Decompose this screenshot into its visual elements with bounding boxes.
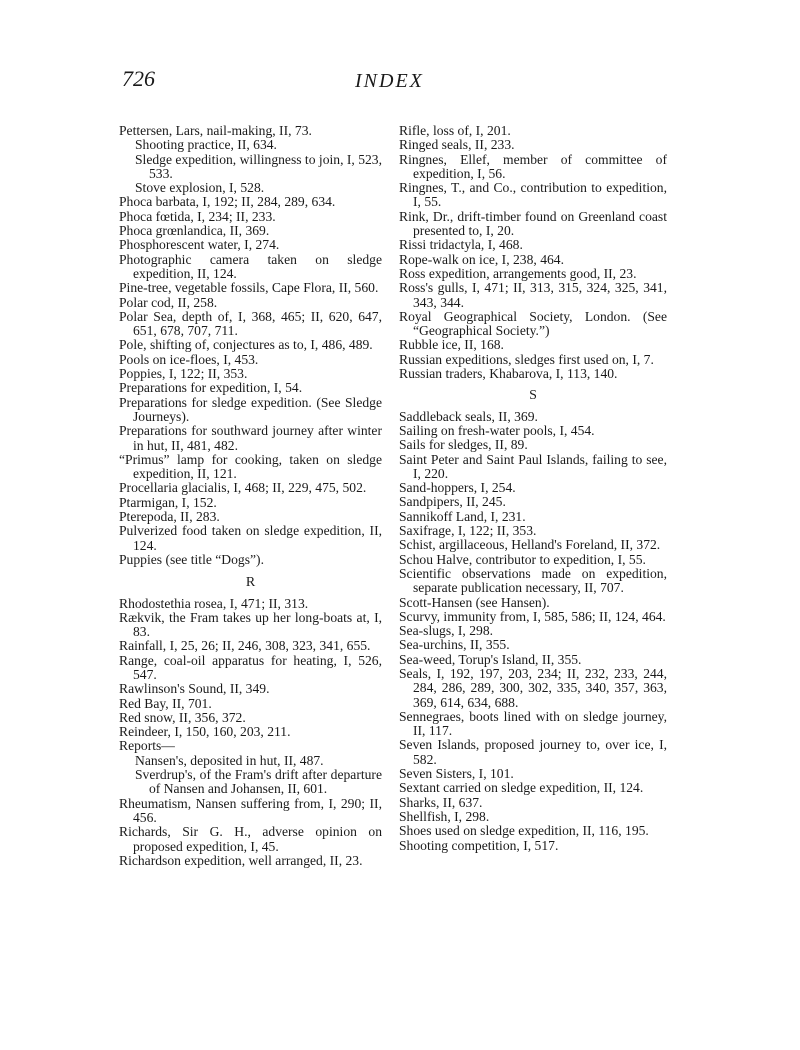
index-entry: Rhodostethia rosea, I, 471; II, 313. <box>119 595 309 611</box>
index-entry: Ringed seals, II, 233. <box>399 137 515 153</box>
index-entry: Richardson expedition, well arranged, II, 23. <box>119 852 363 868</box>
index-entry: Seven Sisters, I, 101. <box>399 766 514 782</box>
index-entry: Pools on ice-floes, I, 453. <box>119 351 259 367</box>
index-entry: Rope-walk on ice, I, 238, 464. <box>399 251 564 267</box>
index-entry: Ringnes, T., and Co., contribution to expedition, I, 55. <box>399 180 667 210</box>
index-entry: Polar Sea, depth of, I, 368, 465; II, 620, 647, 651, 678, 707, 711. <box>119 308 382 339</box>
index-entry: Phoca barbata, I, 192; II, 284, 289, 634. <box>119 194 336 210</box>
index-entry: Russian traders, Khabarova, I, 113, 140. <box>399 366 618 382</box>
index-entry: Sharks, II, 637. <box>399 794 483 810</box>
index-entry: Phoca fœtida, I, 234; II, 233. <box>119 208 276 224</box>
index-entry: Pole, shifting of, conjectures as to, I, 486, 489. <box>119 337 373 353</box>
index-entry: Sea-weed, Torup's Island, II, 355. <box>399 651 582 667</box>
index-entry: Rubble ice, II, 168. <box>399 337 504 353</box>
index-entry: Pine-tree, vegetable fossils, Cape Flora, II, 560. <box>119 280 379 296</box>
index-entry: Scott-Hansen (see Hansen). <box>399 594 550 610</box>
index-entry: Rissi tridactyla, I, 468. <box>399 237 523 253</box>
index-entry: Preparations for expedition, I, 54. <box>119 380 303 396</box>
index-entry: Pettersen, Lars, nail-making, II, 73. <box>119 123 312 138</box>
index-subentry: Shooting practice, II, 634. <box>135 137 277 153</box>
index-entry: Ross's gulls, I, 471; II, 313, 315, 324, 325, 341, 343, 344. <box>399 280 667 310</box>
index-subentry: Stove explosion, I, 528. <box>135 180 265 196</box>
index-entry: Shellfish, I, 298. <box>399 808 490 824</box>
index-entry: Ringnes, Ellef, member of committee of expedition, I, 56. <box>399 151 667 181</box>
index-entry: Pterepoda, II, 283. <box>119 509 220 525</box>
running-head: INDEX <box>355 70 424 92</box>
index-entry: Rheumatism, Nansen suffering from, I, 290; II, 456. <box>119 795 382 825</box>
index-entry: Polar cod, II, 258. <box>119 294 218 310</box>
index-entry: Range, coal-oil apparatus for heating, I, 526, 547. <box>119 652 382 682</box>
index-entry: Saxifrage, I, 122; II, 353. <box>399 523 537 539</box>
index-entry: Rainfall, I, 25, 26; II, 246, 308, 323, 341, 655. <box>119 638 371 654</box>
index-subentry: Sledge expedition, willingness to join, I, 523, 533. <box>135 151 382 181</box>
section-letter: S <box>529 388 537 404</box>
section-letter: R <box>245 575 256 591</box>
index-entry: Saint Peter and Saint Paul Islands, failing to see, I, 220. <box>399 451 667 481</box>
index-entry: Rawlinson's Sound, II, 349. <box>119 681 270 697</box>
index-entry: Red Bay, II, 701. <box>119 695 212 711</box>
index-entry: Procellaria glacialis, I, 468; II, 229, 475, 502. <box>119 480 367 496</box>
index-entry: Phoca grœnlandica, II, 369. <box>119 223 270 239</box>
index-entry: Preparations for sledge expedition. (See Sledge Journeys). <box>119 394 382 424</box>
index-entry: Seven Islands, proposed journey to, over ice, I, 582. <box>399 737 667 767</box>
index-entry: “Primus” lamp for cooking, taken on sledge expedition, II, 121. <box>119 451 382 482</box>
index-entry: Ptarmigan, I, 152. <box>119 494 217 510</box>
index-entry: Scurvy, immunity from, I, 585, 586; II, 124, 464. <box>399 608 666 624</box>
index-entry: Sails for sledges, II, 89. <box>399 437 528 453</box>
index-entry: Ross expedition, arrangements good, II, 23. <box>399 265 637 281</box>
index-subentry: Nansen's, deposited in hut, II, 487. <box>135 752 324 768</box>
index-entry: Schist, argillaceous, Helland's Foreland, II, 372. <box>399 537 661 553</box>
index-entry: Red snow, II, 356, 372. <box>119 709 246 725</box>
index-entry: Sennegraes, boots lined with on sledge journey, II, 117. <box>399 708 667 739</box>
index-entry: Sailing on fresh-water pools, I, 454. <box>399 422 595 438</box>
index-entry: Reindeer, I, 150, 160, 203, 211. <box>119 724 291 740</box>
index-entry: Rækvik, the Fram takes up her long-boats at, I, 83. <box>119 609 382 640</box>
page-number: 726 <box>122 66 155 91</box>
index-entry: Royal Geographical Society, London. (See “Geographical Society.”) <box>399 308 667 339</box>
index-entry: Sea-slugs, I, 298. <box>399 623 494 639</box>
index-entry: Saddleback seals, II, 369. <box>399 408 538 424</box>
index-entry: Shoes used on sledge expedition, II, 116, 195. <box>399 823 649 839</box>
index-entry: Scientific observations made on expedition, separate publication necessary, II, 707. <box>399 565 667 596</box>
index-entry: Sextant carried on sledge expedition, II, 124. <box>399 780 644 796</box>
index-entry: Photographic camera taken on sledge expedition, II, 124. <box>119 251 382 281</box>
index-entry: Seals, I, 192, 197, 203, 234; II, 232, 233, 244, 284, 286, 289, 300, 302, 335, 340, 357, 363, 369, 614, 634, 688. <box>399 665 667 710</box>
index-entry: Preparations for southward journey after winter in hut, II, 481, 482. <box>119 423 382 453</box>
index-entry: Rink, Dr., drift-timber found on Greenland coast presented to, I, 20. <box>399 208 667 239</box>
index-entry: Shooting competition, I, 517. <box>399 837 559 853</box>
index-entry: Richards, Sir G. H., adverse opinion on proposed expedition, I, 45. <box>119 824 382 854</box>
index-entry: Reports— <box>119 738 175 754</box>
index-entry: Sea-urchins, II, 355. <box>399 637 510 653</box>
index-entry: Phosphorescent water, I, 274. <box>119 237 280 253</box>
index-entry: Russian expeditions, sledges first used on, I, 7. <box>399 351 654 367</box>
index-entry: Sand-hoppers, I, 254. <box>399 480 516 496</box>
index-entry: Sannikoff Land, I, 231. <box>399 508 526 524</box>
index-entry: Sandpipers, II, 245. <box>399 494 506 510</box>
index-entry: Puppies (see title “Dogs”). <box>119 551 264 567</box>
index-entry: Schou Halve, contributor to expedition, I, 55. <box>399 551 646 567</box>
index-subentry: Sverdrup's, of the Fram's drift after departure of Nansen and Johansen, II, 601. <box>135 767 382 797</box>
index-column-right <box>399 124 667 853</box>
index-entry: Rifle, loss of, I, 201. <box>399 123 511 138</box>
index-column-left <box>119 124 382 868</box>
index-entry: Poppies, I, 122; II, 353. <box>119 366 248 382</box>
index-entry: Pulverized food taken on sledge expedition, II, 124. <box>119 523 382 553</box>
